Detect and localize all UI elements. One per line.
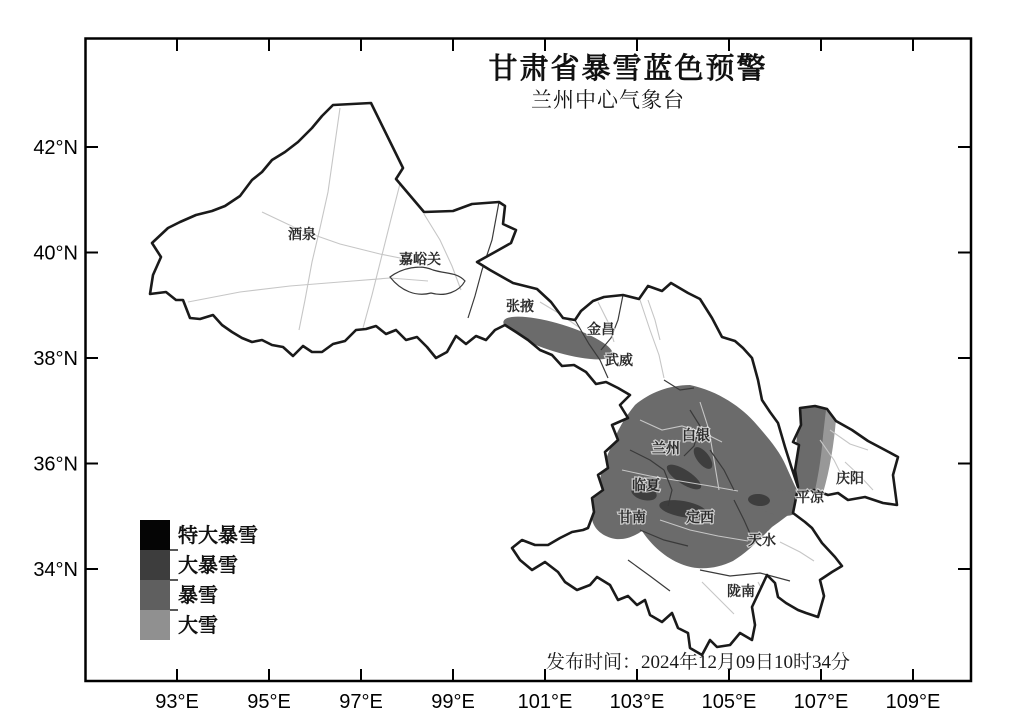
legend-swatch-blizzard [140, 580, 170, 610]
x-tick-label: 101°E [517, 691, 573, 713]
legend-label-extreme-blizzard: 特大暴雪 [178, 525, 258, 547]
y-axis-labels [33, 137, 78, 581]
x-tick-label: 105°E [701, 691, 757, 713]
y-tick-label: 36°N [33, 453, 78, 476]
city-label-tianshui: 天水 [748, 532, 776, 548]
city-label-zhangye: 张掖 [506, 298, 534, 314]
city-label-jinchang: 金昌 [587, 321, 615, 337]
x-tick-label: 93°E [155, 691, 199, 713]
y-tick-label: 40°N [33, 242, 78, 265]
x-tick-label: 99°E [431, 691, 475, 713]
city-label-wuwei: 武威 [605, 352, 633, 368]
legend-swatch-extreme-blizzard [140, 520, 170, 550]
legend-label-heavy-snow: 大雪 [178, 615, 218, 637]
city-label-jiuquan: 酒泉 [288, 226, 316, 242]
map-subtitle: 兰州中心气象台 [531, 88, 685, 112]
city-label-dingxi: 定西 [686, 509, 714, 525]
y-tick-label: 34°N [33, 559, 78, 581]
x-tick-label: 97°E [339, 691, 383, 713]
city-label-linxia: 临夏 [632, 477, 660, 493]
map-title: 甘肃省暴雪蓝色预警 [488, 53, 768, 85]
city-label-pingliang: 平凉 [796, 489, 824, 505]
y-tick-label: 38°N [33, 348, 78, 370]
legend-swatch-heavy-snow [140, 610, 170, 640]
plot-frame [86, 39, 972, 682]
y-tick-label: 42°N [33, 137, 78, 159]
city-label-longnan: 陇南 [727, 583, 755, 599]
x-tick-label: 109°E [885, 691, 941, 713]
x-axis-labels [155, 691, 940, 713]
x-tick-label: 107°E [793, 691, 849, 713]
city-label-gannan: 甘南 [618, 509, 646, 525]
city-label-lanzhou: 兰州 [652, 440, 680, 456]
x-tick-label: 103°E [609, 691, 665, 713]
legend-label-heavy-blizzard: 大暴雪 [178, 555, 238, 577]
city-label-baiyin: 白银 [682, 427, 710, 443]
issue-time: 发布时间：2024年12月09日10时34分 [546, 652, 851, 673]
x-tick-label: 95°E [247, 691, 291, 713]
legend-label-blizzard: 暴雪 [178, 585, 218, 607]
city-label-qingyang: 庆阳 [836, 470, 864, 486]
city-label-jiayuguan: 嘉峪关 [399, 251, 441, 267]
legend-swatch-heavy-blizzard [140, 550, 170, 580]
